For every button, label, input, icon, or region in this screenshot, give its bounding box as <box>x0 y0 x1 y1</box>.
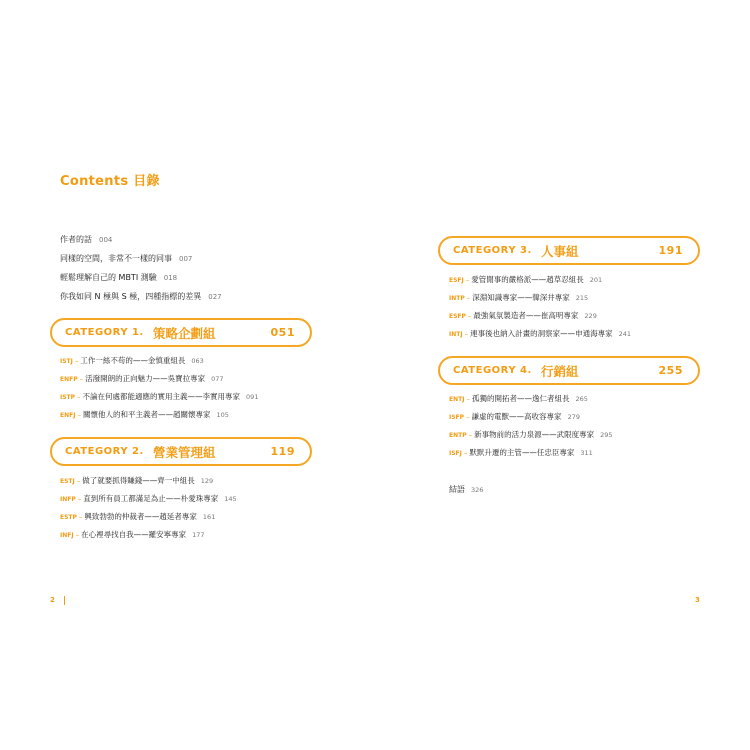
dash: – <box>78 513 83 521</box>
entry-page: 145 <box>224 495 237 503</box>
category-1-entries <box>60 355 258 427</box>
toc-entry[interactable] <box>60 475 237 493</box>
entry-page: 129 <box>200 477 214 485</box>
category-2-header[interactable] <box>50 437 312 466</box>
dash: – <box>466 413 470 421</box>
dash: – <box>76 477 81 485</box>
toc-entry[interactable] <box>449 274 631 292</box>
entry-title: 在心裡尋找自我——羅安寧專家 <box>81 530 187 539</box>
entry-title: 愛管閒事的嚴格派——趙草忍組長 <box>471 275 584 284</box>
mbti-type: ENFJ <box>60 412 76 419</box>
mbti-type: ENFP <box>60 376 78 383</box>
dash: – <box>465 276 470 284</box>
mbti-type: INTP <box>449 295 465 302</box>
entry-title: 謙虛的電獸——高收容專家 <box>471 412 562 421</box>
mbti-type: ISFJ <box>449 450 462 457</box>
toc-entry[interactable] <box>449 447 613 465</box>
category-label: CATEGORY 2. <box>65 446 144 457</box>
entry-title: 關懷他人的和平主義者——趙關懷專家 <box>82 410 211 419</box>
category-page: 119 <box>270 445 295 458</box>
dash: – <box>468 431 473 439</box>
category-1-header[interactable] <box>50 318 312 347</box>
category-page: 051 <box>270 326 295 339</box>
mbti-type: INTJ <box>449 331 463 338</box>
category-name: 人事組 <box>541 244 579 259</box>
toc-entry[interactable] <box>60 355 258 373</box>
entry-page: 105 <box>216 411 229 419</box>
dash: – <box>466 294 471 302</box>
dash: – <box>75 531 80 539</box>
entry-title: 孤獨的開拓者——逸仁者組長 <box>471 394 570 403</box>
toc-entry[interactable] <box>60 409 258 427</box>
category-label: CATEGORY 1. <box>65 327 144 338</box>
intro-item-page: 007 <box>179 255 193 263</box>
dash: – <box>79 375 84 383</box>
toc-entry[interactable] <box>449 328 631 346</box>
entry-title: 興致勃勃的仲裁者——趙延者專家 <box>84 512 197 521</box>
category-3-header[interactable] <box>438 236 700 265</box>
entry-title: 默默升遷的主管——任忠臣專家 <box>469 448 575 457</box>
dash: – <box>467 312 472 320</box>
toc-entry[interactable] <box>60 493 237 511</box>
intro-item-text: 輕鬆理解自己的 MBTI 測驗 <box>60 273 157 282</box>
category-name: 行銷組 <box>541 364 579 379</box>
toc-entry[interactable] <box>60 373 258 391</box>
mbti-type: ESTJ <box>60 478 75 485</box>
entry-page: 311 <box>580 449 593 457</box>
intro-item-text: 作者的話 <box>60 235 92 244</box>
category-page: 255 <box>658 364 683 377</box>
closing-entry[interactable] <box>449 484 483 495</box>
mbti-type: ENTP <box>449 432 467 439</box>
entry-title: 直到所有員工都滿足為止——朴愛珠專家 <box>83 494 219 503</box>
category-name: 策略企劃組 <box>153 326 216 341</box>
entry-page: 295 <box>600 431 613 439</box>
page-number-divider <box>64 596 65 605</box>
toc-entry[interactable] <box>60 391 258 409</box>
category-label: CATEGORY 4. <box>453 365 532 376</box>
category-2-entries <box>60 475 237 547</box>
category-label: CATEGORY 3. <box>453 245 532 256</box>
intro-list <box>60 234 360 310</box>
toc-entry[interactable] <box>449 292 631 310</box>
entry-page: 229 <box>584 312 597 320</box>
intro-item[interactable] <box>60 253 360 272</box>
intro-item-text: 你我如同 N 極與 S 極，四種指標的差異 <box>60 292 202 301</box>
entry-title: 最強氣氛製造者——崔高明專家 <box>473 311 579 320</box>
mbti-type: ISFP <box>449 414 465 421</box>
entry-page: 215 <box>575 294 589 302</box>
intro-item-text: 同樣的空間，非常不一樣的同事 <box>60 254 172 263</box>
entry-title: 活潑開朗的正向魅力——吳寶拉專家 <box>85 374 206 383</box>
page-title: Contents 目錄 <box>60 174 160 189</box>
intro-item-page: 027 <box>208 293 222 301</box>
intro-item-page: 018 <box>163 274 178 282</box>
right-page-number: 3 <box>695 596 700 604</box>
mbti-type: ENTJ <box>449 396 465 403</box>
dash: – <box>464 330 469 338</box>
mbti-type: ESFP <box>449 313 466 320</box>
category-name: 營業管理組 <box>153 445 216 460</box>
toc-entry[interactable] <box>449 393 613 411</box>
category-4-header[interactable] <box>438 356 700 385</box>
entry-title: 不論在何處都能適應的實用主義——李實用專家 <box>82 392 241 401</box>
dash: – <box>77 411 81 419</box>
entry-page: 201 <box>589 276 603 284</box>
toc-entry[interactable] <box>449 429 613 447</box>
toc-entry[interactable] <box>449 411 613 429</box>
mbti-type: ESFJ <box>449 277 464 284</box>
closing-page: 326 <box>471 486 484 494</box>
intro-item[interactable] <box>60 234 360 253</box>
entry-title: 工作一絲不苟的——金慎重組長 <box>80 356 186 365</box>
entry-title: 新事物前的活力泉源——武限度專家 <box>474 430 595 439</box>
dash: – <box>463 449 468 457</box>
entry-page: 265 <box>575 395 588 403</box>
intro-item[interactable] <box>60 291 360 310</box>
intro-item-page: 004 <box>99 236 113 244</box>
entry-page: 177 <box>192 531 205 539</box>
intro-item[interactable] <box>60 272 360 291</box>
dash: – <box>77 495 82 503</box>
entry-page: 241 <box>618 330 632 338</box>
left-page-number: 2 <box>50 596 55 604</box>
mbti-type: INFJ <box>60 532 74 539</box>
dash: – <box>77 393 81 401</box>
entry-page: 161 <box>202 513 216 521</box>
toc-entry[interactable] <box>60 529 237 547</box>
category-3-entries <box>449 274 631 346</box>
entry-page: 063 <box>191 357 204 365</box>
entry-page: 077 <box>211 375 224 383</box>
category-page: 191 <box>658 244 683 257</box>
entry-page: 279 <box>567 413 580 421</box>
mbti-type: ISTP <box>60 394 76 401</box>
entry-title: 做了就要抓得賺錢——齊一中組長 <box>82 476 195 485</box>
entry-page: 091 <box>246 393 259 401</box>
mbti-type: ISTJ <box>60 358 73 365</box>
entry-title: 深淵知識專家——韓深井專家 <box>472 293 570 302</box>
dash: – <box>74 357 79 365</box>
toc-entry[interactable] <box>449 310 631 328</box>
entry-title: 連事後也納入計畫的洞察家——申通海專家 <box>470 329 613 338</box>
mbti-type: INFP <box>60 496 76 503</box>
mbti-type: ESTP <box>60 514 77 521</box>
toc-entry[interactable] <box>60 511 237 529</box>
dash: – <box>466 395 470 403</box>
closing-text: 結語 <box>449 485 465 494</box>
category-4-entries <box>449 393 613 465</box>
